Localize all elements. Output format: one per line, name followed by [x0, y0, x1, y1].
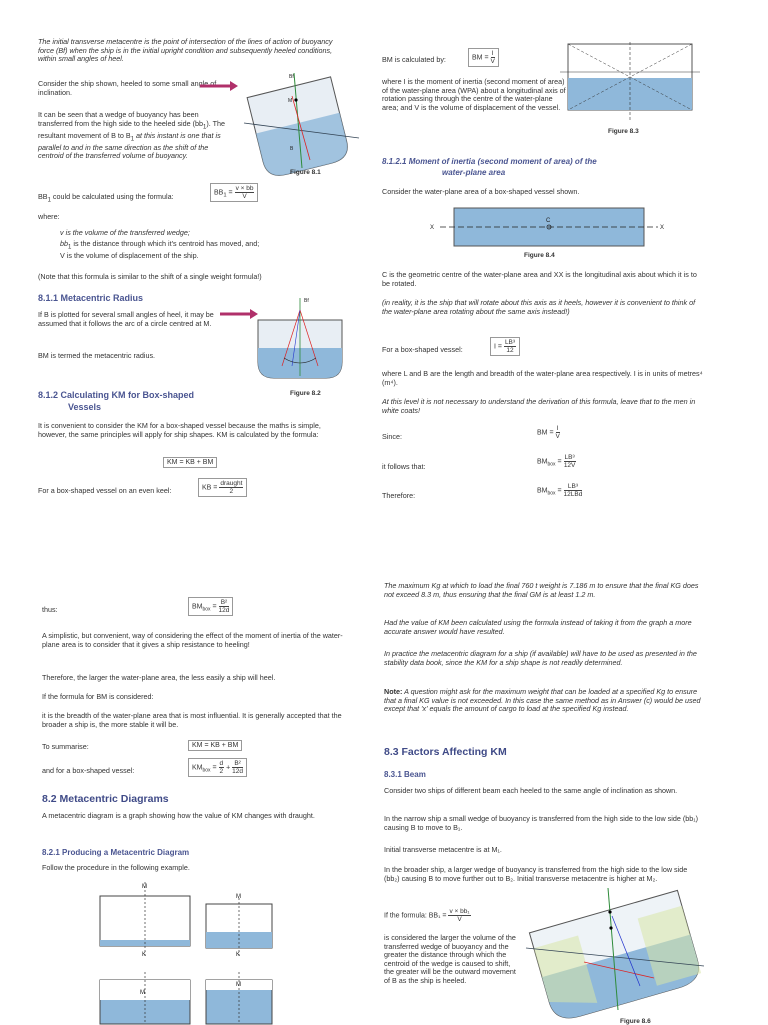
heading-8-3-1: 8.3.1 Beam	[384, 770, 426, 779]
simplistic-paragraph: A simplistic, but convenient, way of considering the effect of the moment of inertia of the water-plane area is to consider that it gives a ship resistance to heeling!	[42, 631, 343, 649]
page-top-right	[384, 0, 768, 512]
box-vessel-label: For a box-shaped vessel:	[382, 345, 463, 354]
therefore-paragraph: Therefore, the larger the water-plane area, the less easily a ship will heel.	[42, 673, 276, 682]
box-vessel-diagrams	[96, 880, 276, 1024]
heading-8-2-1: 8.2.1 Producing a Metacentric Diagram	[42, 848, 190, 857]
figure-8-4-caption: Figure 8.4	[524, 252, 555, 259]
thus-label: thus:	[42, 605, 58, 614]
page-top-left	[0, 0, 384, 512]
kmbox-formula-box: $KM_{box}$ = $\frac{d}{2}$ + $\frac{\text{B²}}{12d}$	[188, 758, 247, 777]
heading-8-2: 8.2 Metacentric Diagrams	[42, 793, 169, 805]
since-label: Since:	[382, 432, 402, 441]
had-paragraph: Had the value of KM been calculated using the formula instead of taking it from the graph a more accurate answer would have resulted.	[384, 618, 692, 636]
figure-8-6-diagram	[524, 886, 706, 1016]
lb-definition: where L and B are the length and breadth of the water-plane area respectively. I is in units of metres⁴ (m⁴).	[382, 369, 703, 387]
kb-formula-box: KB = $\frac{\text{draught}}{2}$	[198, 478, 247, 497]
figure-8-4-diagram	[428, 204, 668, 254]
bm-formula-box: BM = $\frac{I}{V}$	[468, 48, 499, 67]
follows-equation: $BM_{box}$ = $\frac{\text{LB³}}{12V}$	[537, 454, 576, 469]
follow-text: Follow the procedure in the following example.	[42, 863, 190, 872]
figure-label-bf2: Bf	[304, 298, 309, 304]
where-item-3: V is the volume of displacement of the ship.	[60, 251, 199, 260]
pink-arrow-icon	[220, 306, 260, 322]
km-paragraph: It is convenient to consider the KM for a box-shaped vessel because the maths is simple, however, the same principles will apply for ship shapes. KM is calculated by the formula:	[38, 421, 321, 439]
broader-paragraph: In the broader ship, a larger wedge of buoyancy is transferred from the high side to the low side (bb₂) causing B to move further out to B₂. Initial transverse metacentre is higher at M₂.	[384, 865, 688, 883]
heading-8-3: 8.3 Factors Affecting KM	[384, 746, 507, 758]
bb-formula-box: $BB_1$ = $\frac{v \times bb}{V}$	[210, 183, 258, 202]
narrow-paragraph: In the narrow ship a small wedge of buoyancy is transferred from the high side to the low side (bb₁) causing B to move to B₁.	[384, 814, 699, 832]
where-item-1: v is the volume of the transferred wedge;	[60, 228, 190, 237]
axis-label-x-right: X	[660, 225, 665, 231]
figure-label-bf: Bf	[289, 74, 294, 80]
label-m-2: M	[236, 894, 241, 900]
figure-8-1-diagram	[234, 68, 364, 178]
metacentric-radius-text: If B is plotted for several small angles of heel, it may be assumed that it follows the arc of a circle centred at M.	[38, 310, 214, 328]
label-m-3: M	[140, 990, 145, 996]
therefore-label: Therefore:	[382, 491, 416, 500]
summarise-label: To summarise:	[42, 742, 89, 751]
axis-label-x-left: X	[430, 225, 435, 231]
considered-paragraph: is considered the larger the volume of the transferred wedge of buoyancy and the greater the distance through which the centroid of the wedge is caused to shift, the greater will be the outward movement of B as the ship is heeled.	[384, 933, 516, 985]
pink-arrow-icon	[200, 78, 240, 94]
c-description: C is the geometric centre of the water-plane area and XX is the longitudinal axis about which it is to be rotated.	[382, 270, 697, 288]
moment-inertia-definition: where I is the moment of inertia (second moment of area) of the water-plane area (WPA) about a longitudinal axis of rotation passing through the centre of the water-plane area; and V is the volume of displacement of the vessel.	[382, 77, 566, 112]
page-bottom-left	[0, 512, 384, 1024]
page-bottom-right	[384, 512, 768, 1024]
breadth-paragraph: it is the breadth of the water-plane area that is most influential. It is generally accepted that the broader a ship is, the more stable it will be.	[42, 711, 342, 729]
intro-paragraph: The initial transverse metacentre is the point of intersection of the lines of action of buoyancy force (Bf) when the ship is in the initial upright condition and subsequently heeled conditions, within small angles of heel.	[38, 37, 333, 64]
practice-paragraph: In practice the metacentric diagram for a ship (if available) will have to be used as presented in the stability data book, since the KM for a ship shape is not readily determined.	[384, 649, 697, 667]
heading-8-1-2-cont: Vessels	[68, 402, 102, 412]
consider-text: Consider the ship shown, heeled to some small angle of inclination.	[38, 79, 217, 97]
bm-term-text: BM is termed the metacentric radius.	[38, 351, 156, 360]
where-label: where:	[38, 212, 60, 221]
note-text: (Note that this formula is similar to the shift of a single weight formula!)	[38, 272, 262, 281]
if-formula-text: If the formula for BM is considered:	[42, 692, 154, 701]
note-paragraph: Note: A question might ask for the maximum weight that can be loaded at a specified Kg to ensure that a final KG value is not exceeded. In this case the same method as in Answer (c) would be used except that 'x' equals the amount of cargo to load at the specified Kg instead.	[384, 687, 701, 714]
box-vessel-label: and for a box-shaped vessel:	[42, 766, 135, 775]
beam-paragraph: Consider two ships of different beam each heeled to the same angle of inclination as shown.	[384, 786, 678, 795]
consider-wpa-text: Consider the water-plane area of a box-shaped vessel shown.	[382, 187, 580, 196]
therefore-equation: $BM_{box}$ = $\frac{\text{LB³}}{\text{12LBd}}$	[537, 483, 583, 498]
heading-8-1-2-1: 8.1.2.1 Moment of inertia (second moment of area) of the	[382, 157, 597, 166]
inertia-formula-box: I = $\frac{\text{LB³}}{12}$	[490, 337, 520, 356]
label-k-2: K	[236, 952, 241, 958]
centre-label-c: C	[546, 218, 551, 224]
figure-label-b: B	[290, 146, 294, 152]
figure-8-6-caption: Figure 8.6	[620, 1018, 651, 1025]
kb-text: For a box-shaped vessel on an even keel:	[38, 486, 172, 495]
heading-8-1-2: 8.1.2 Calculating KM for Box-shaped	[38, 390, 195, 400]
bb-formula-text: $BB_1$ could be calculated using the formula:	[38, 192, 174, 204]
follows-label: it follows that:	[382, 462, 426, 471]
km-formula-box: KM = KB + BM	[163, 457, 217, 468]
label-m-1: M	[142, 884, 147, 890]
if-formula-equation: If the formula: BB₁ = $\frac{\text{v × bb₁}}{V}$	[384, 908, 470, 923]
derivation-note: At this level it is not necessary to understand the derivation of this formula, leave that to the men in white coats!	[382, 397, 696, 415]
bm-calc-text: BM is calculated by:	[382, 55, 446, 64]
label-k-1: K	[142, 952, 147, 958]
figure-8-3-diagram	[560, 42, 700, 122]
max-kg-paragraph: The maximum Kg at which to load the final 760 t weight is 7.186 m to ensure that the final KG does not exceed 8.3 m, thus ensuring that the final GM is at least 1.2 m.	[384, 581, 699, 599]
where-item-2: $bb_1$ is the distance through which it's centroid has moved, and;	[60, 239, 260, 251]
figure-8-2-caption: Figure 8.2	[290, 390, 321, 397]
thus-formula-box: $BM_{box}$ = $\frac{\text{B²}}{12d}$	[188, 597, 233, 616]
metacentric-diagram-definition: A metacentric diagram is a graph showing how the value of KM changes with draught.	[42, 811, 315, 820]
summary-formula-box: KM = KB + BM	[188, 740, 242, 751]
label-m-4: M	[236, 982, 241, 988]
wedge-paragraph: It can be seen that a wedge of buoyancy has been transferred from the high side to the heeled side $(bb_1)$. The resultant movement of B to $B_1$ at this instant is one that is parallel to and in the same direction as the shift of the centroid of the transferred volume of buoyancy.	[38, 110, 226, 161]
figure-label-m: M	[288, 98, 293, 104]
reality-note: (in reality, it is the ship that will rotate about this axis as it heels, however it is convenient to think of the water-plane area rotating about the same axis instead!)	[382, 298, 696, 316]
figure-8-3-caption: Figure 8.3	[608, 128, 639, 135]
figure-8-1-caption: Figure 8.1	[290, 169, 321, 176]
heading-8-1-1: 8.1.1 Metacentric Radius	[38, 293, 144, 303]
since-equation: BM = $\frac{I}{V}$	[537, 425, 560, 440]
initial-text: Initial transverse metacentre is at M₁.	[384, 845, 502, 854]
heading-8-1-2-1-cont: water-plane area	[442, 168, 506, 177]
